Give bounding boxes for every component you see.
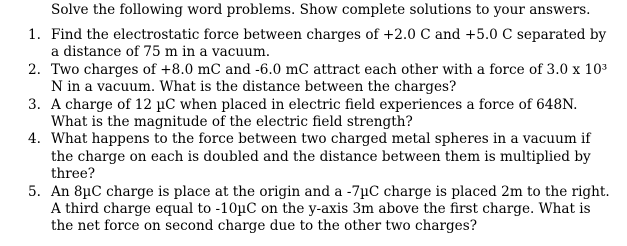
instructions-heading: Solve the following word problems. Show complete solutions to your answers. — [51, 2, 591, 18]
problem-text: Find the electrostatic force between charges of +2.0 C and +5.0 C separated by a distance of 75 m in a vacuum. — [51, 27, 607, 61]
problem-text: A charge of 12 µC when placed in electric field experiences a force of 648N. What is the magnitude of the electric field strength? — [51, 96, 578, 131]
problem-number: 5. — [28, 183, 41, 200]
problem-number: 3. — [28, 96, 41, 113]
problem-item-4 — [0, 131, 627, 183]
problem-item-2 — [0, 62, 627, 97]
problem-number: 2. — [28, 61, 41, 78]
problem-list — [0, 27, 627, 236]
problem-number: 1. — [28, 27, 41, 43]
problem-item-5 — [0, 184, 627, 236]
problem-number: 4. — [28, 131, 41, 148]
problem-text: An 8µC charge is place at the origin and a -7µC charge is placed 2m to the right. A third charge equal to -10µC on the y-axis 3m above the first charge. What is the net force on second charge due to the other two charges? — [51, 183, 610, 235]
problem-item-3 — [0, 97, 627, 132]
problem-text: Two charges of +8.0 mC and -6.0 mC attract each other with a force of 3.0 x 10³ N in a vacuum. What is the distance between the charges? — [51, 61, 608, 96]
problem-item-1 — [0, 27, 627, 62]
problem-text: What happens to the force between two charged metal spheres in a vacuum if the charge on each is doubled and the distance between them is multiplied by three? — [51, 131, 591, 183]
